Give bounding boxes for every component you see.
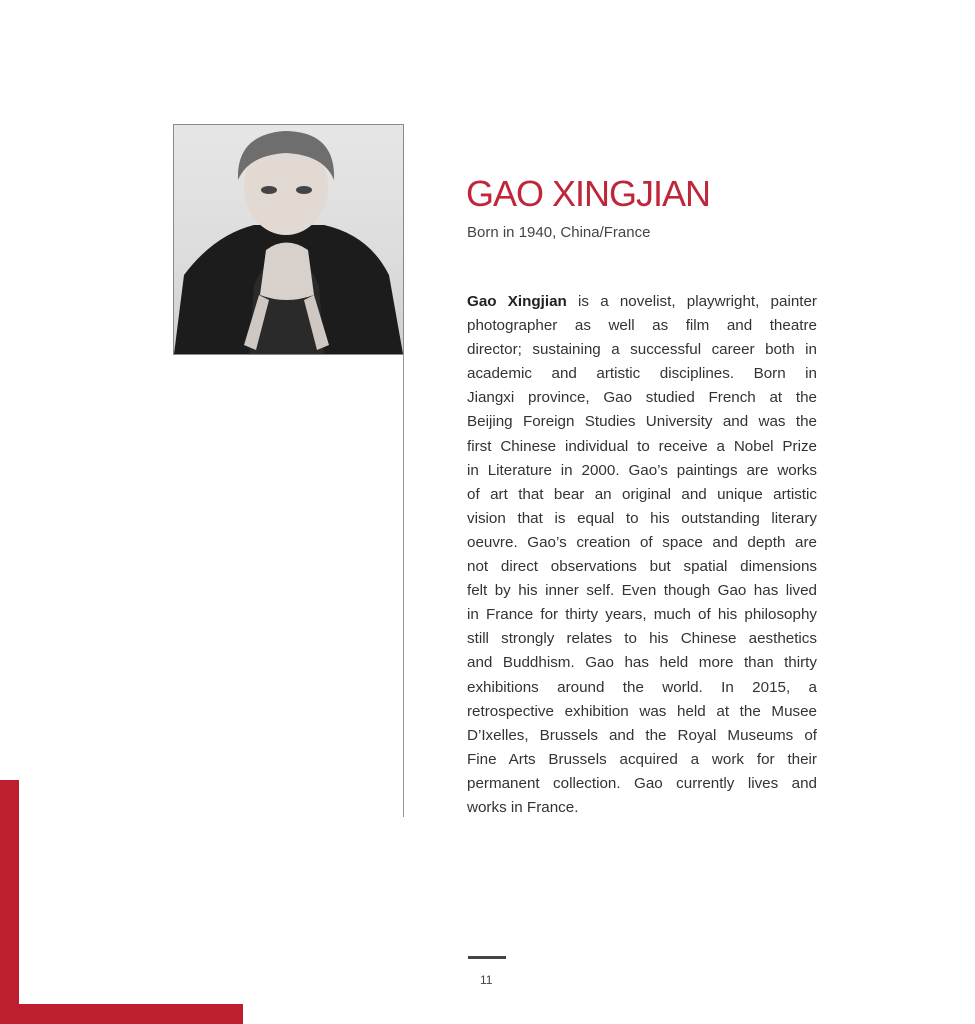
page-number-rule: [468, 956, 506, 959]
bio-line: works in France.: [467, 798, 579, 816]
bio-line: permanent collection. Gao currently lives and: [467, 774, 817, 792]
bio-line: [467, 290, 817, 314]
artist-portrait-photo: [173, 124, 404, 355]
page-number: 11: [480, 973, 493, 987]
bio-line: oeuvre. Gao’s creation of space and depth are: [467, 533, 817, 551]
bio-line: felt by his inner self. Even though Gao has lived: [467, 582, 817, 600]
bio-line: in France for thirty years, much of his philosophy: [467, 606, 817, 624]
bio-line: director; sustaining a successful career both in: [467, 341, 817, 359]
bio-line: academic and artistic disciplines. Born in: [467, 365, 817, 383]
vertical-divider: [403, 354, 404, 817]
bio-line: not direct observations but spatial dimensions: [467, 558, 817, 576]
bio-line: Beijing Foreign Studies University and was the: [467, 413, 817, 431]
artist-name: GAO XINGJIAN: [466, 173, 711, 214]
bio-line: vision that is equal to his outstanding literary: [467, 509, 817, 527]
bio-line: in Literature in 2000. Gao’s paintings are works: [467, 461, 817, 479]
bio-line: of art that bear an original and unique artistic: [467, 485, 817, 503]
bio-line: and Buddhism. Gao has held more than thirty: [467, 654, 817, 672]
artist-birth-info: Born in 1940, China/France: [467, 224, 651, 241]
bio-line: photographer as well as film and theatre: [467, 317, 817, 335]
bio-line: Jiangxi province, Gao studied French at the: [467, 389, 817, 407]
bio-line: still strongly relates to his Chinese aesthetics: [467, 630, 817, 648]
artist-biography: [467, 290, 817, 820]
portrait-illustration: [174, 125, 403, 354]
red-corner-bar-vertical: [0, 780, 19, 1024]
bio-line: D’Ixelles, Brussels and the Royal Museums of: [467, 726, 817, 744]
bio-line: Fine Arts Brussels acquired a work for their: [467, 750, 817, 768]
bio-line: first Chinese individual to receive a Nobel Prize: [467, 437, 817, 455]
red-corner-bar-horizontal: [0, 1004, 243, 1024]
bio-lead-name: Gao Xingjian: [467, 293, 567, 310]
bio-line: retrospective exhibition was held at the Musee: [467, 702, 817, 720]
bio-line-text: is a novelist, playwright, painter: [566, 293, 817, 310]
bio-line: exhibitions around the world. In 2015, a: [467, 678, 817, 696]
